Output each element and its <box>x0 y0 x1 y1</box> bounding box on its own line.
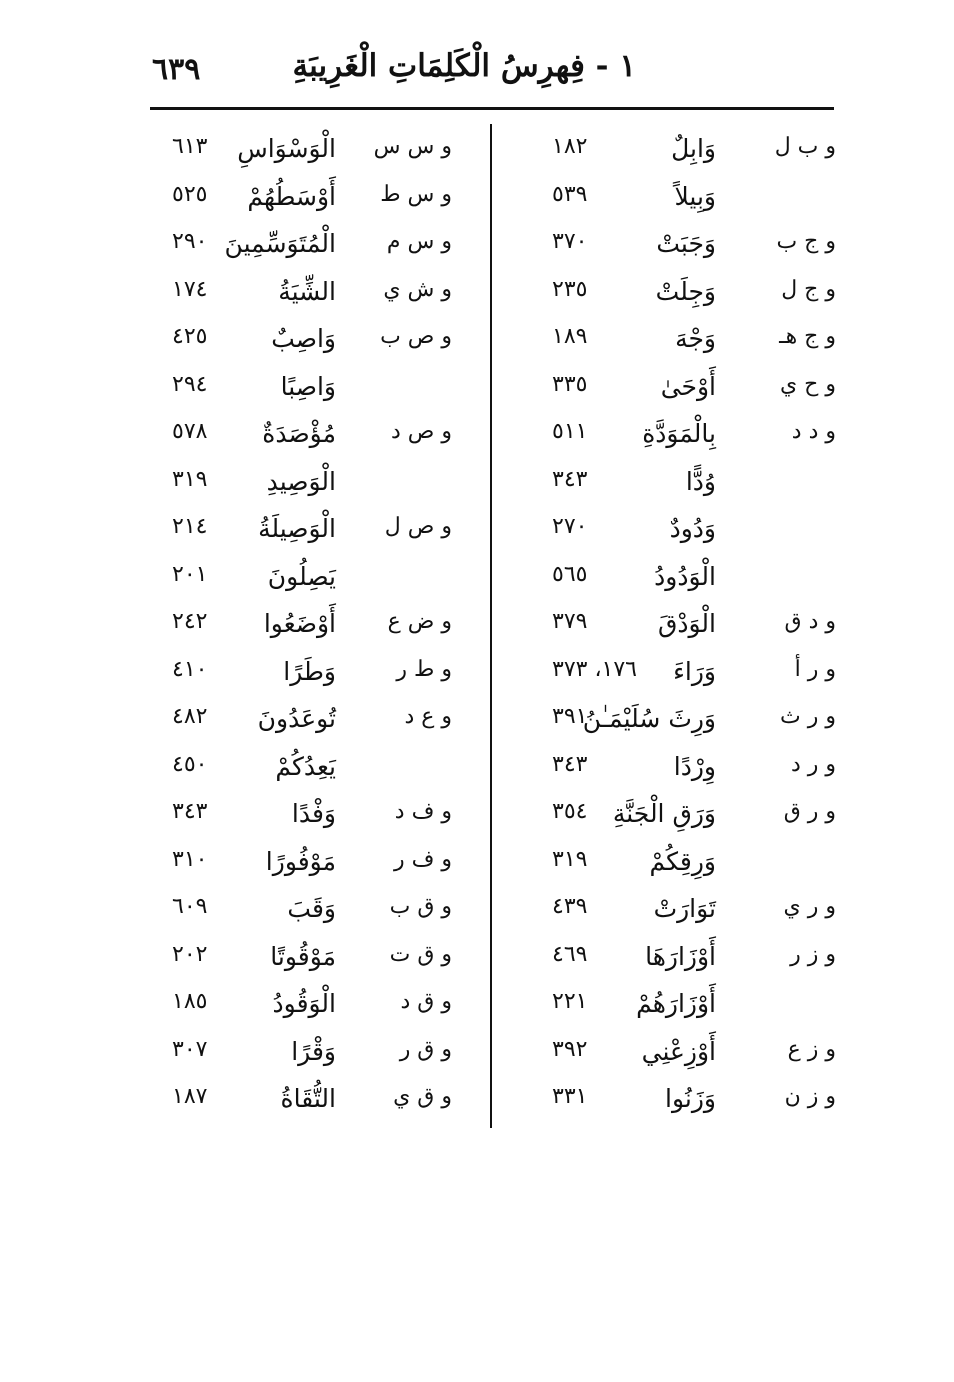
index-entry <box>150 556 484 604</box>
entry-root: و س م <box>386 229 452 254</box>
entry-page-number: ٢٣٥ <box>552 276 588 302</box>
index-entry <box>150 1031 484 1079</box>
entry-page-number: ٢٤٢ <box>172 609 208 634</box>
index-entry <box>150 271 484 319</box>
entry-word: وَرَقِ الْجَنَّةِ <box>612 799 716 828</box>
column-divider <box>490 124 492 1128</box>
entry-word: وِرْدًا <box>673 751 716 781</box>
index-entry <box>500 1031 840 1079</box>
entry-root: و ش ي <box>383 276 452 302</box>
index-entry <box>150 223 484 271</box>
entry-root: و ق ت <box>389 941 452 967</box>
entry-word: الْوَسْوَاسِ <box>237 134 336 163</box>
entry-root: و ز ن <box>784 1084 836 1109</box>
entry-word: أَوْزَارَهُمْ <box>636 989 716 1018</box>
entry-root: و ق ب <box>389 894 452 919</box>
entry-word: تُوعَدُونَ <box>257 704 336 733</box>
entry-word: وَرَاءَ <box>673 656 716 686</box>
entry-word: وَابِلٌ <box>671 134 716 163</box>
entry-root: و ز ع <box>787 1036 836 1062</box>
entry-page-number: ٤٦٩ <box>552 941 588 967</box>
entry-page-number: ٢٠١ <box>172 561 208 587</box>
entry-word: وُدًّا <box>685 466 716 496</box>
entry-page-number: ٣٠٧ <box>172 1036 208 1062</box>
entry-page-number: ١٨٢ <box>552 134 588 159</box>
index-entry <box>500 271 840 319</box>
entry-word: وَجَبَتْ <box>656 229 716 258</box>
index-entry <box>500 651 840 699</box>
entry-word: وَرِثَ سُلَيْمَـٰنُ <box>582 704 716 733</box>
entry-root: و ر د <box>790 751 836 777</box>
index-entry <box>500 318 840 366</box>
entry-page-number: ٢٩٤ <box>172 371 208 397</box>
entry-page-number: ١٨٥ <box>172 989 208 1014</box>
index-entry <box>150 841 484 889</box>
index-entry <box>500 461 840 509</box>
entry-root: و ف د <box>394 799 452 824</box>
entry-page-number: ٤٣٩ <box>552 894 588 919</box>
entry-page-number: ٣٥٤ <box>552 799 588 824</box>
entry-root: و ح ي <box>779 371 836 397</box>
index-entry <box>500 223 840 271</box>
entry-word: الْوَقُودُ <box>272 989 336 1018</box>
index-entry <box>500 128 840 176</box>
index-entry <box>500 1078 840 1126</box>
index-entry <box>500 366 840 414</box>
index-entry <box>150 128 484 176</box>
entry-page-number: ٣٩١ <box>552 704 588 729</box>
entry-page-number: ٥٦٥ <box>552 561 588 587</box>
index-entry <box>150 983 484 1031</box>
page-number: ٦٣٩ <box>152 52 201 87</box>
entry-word: يَعِدُكُمْ <box>275 751 336 781</box>
entry-root: و ق ر <box>399 1036 452 1062</box>
entry-page-number: ٣٩٢ <box>552 1036 588 1062</box>
entry-page-number: ٥٣٩ <box>552 181 588 207</box>
entry-root: و ب ل <box>774 134 836 159</box>
index-entry <box>500 508 840 556</box>
entry-word: مَوْفُورًا <box>265 846 336 876</box>
entry-word: الْمُتَوَسِّمِينَ <box>224 229 336 258</box>
entry-page-number: ٥٧٨ <box>172 419 208 444</box>
entry-root: و ص د <box>390 419 452 444</box>
entry-word: وَقَبَ <box>287 894 336 923</box>
entry-page-number: ٢٠٢ <box>172 941 208 967</box>
entry-word: الْوَصِيلَةُ <box>258 514 336 543</box>
entry-root: و ز ر <box>790 941 836 967</box>
entry-root: و س س <box>373 134 452 159</box>
entry-root: و ع د <box>404 704 452 729</box>
entry-page-number: ٢٢١ <box>552 989 588 1014</box>
entry-root: و ر ق <box>783 799 836 824</box>
entry-page-number: ١٧٤ <box>172 276 208 302</box>
entry-root: و ق ي <box>393 1084 452 1109</box>
entry-page-number: ٣٧٩ <box>552 609 588 634</box>
entry-word: الْوَصِيدِ <box>266 466 336 496</box>
entry-root: و ر أ <box>794 656 836 682</box>
entry-page-number: ٣٧٠ <box>552 229 588 254</box>
entry-word: أَوْضَعُوا <box>263 609 336 638</box>
index-entry <box>150 318 484 366</box>
entry-page-number: ٦١٣ <box>172 134 208 159</box>
index-entry <box>150 413 484 461</box>
index-entry <box>500 888 840 936</box>
index-entry <box>500 793 840 841</box>
entry-root: و ج ل <box>781 276 836 302</box>
index-entry <box>500 746 840 794</box>
entry-root: و ض ع <box>387 609 452 634</box>
entry-page-number: ٣٤٣ <box>552 466 588 492</box>
entry-page-number: ٦٠٩ <box>172 894 208 919</box>
entry-root: و ق د <box>400 989 452 1014</box>
entry-page-number: ١٨٧ <box>172 1084 208 1109</box>
entry-page-number: ٥١١ <box>552 419 588 444</box>
entry-root: و ص ل <box>384 514 452 539</box>
entry-root: و ر ث <box>780 704 836 729</box>
index-entry <box>500 176 840 224</box>
entry-word: وَاصِبًا <box>280 371 336 401</box>
entry-page-number: ١٧٦، ٣٧٣ <box>552 656 637 682</box>
entry-word: الشِّيَةُ <box>278 276 336 306</box>
entry-page-number: ٣١٩ <box>172 466 208 492</box>
entry-word: وَاصِبٌ <box>271 324 336 353</box>
left-column <box>150 128 484 1126</box>
entry-word: وَقْرًا <box>291 1036 336 1066</box>
entry-page-number: ٣٣٥ <box>552 371 588 397</box>
index-entry <box>500 936 840 984</box>
entry-word: يَصِلُونَ <box>267 561 336 591</box>
entry-root: و ج هـ <box>779 324 836 349</box>
entry-root: و د ق <box>784 609 836 634</box>
entry-root: و ص ب <box>380 324 452 349</box>
index-entry <box>150 461 484 509</box>
index-entry <box>500 413 840 461</box>
entry-word: الْوَدُودُ <box>654 561 716 591</box>
entry-root: و د د <box>791 419 836 444</box>
entry-page-number: ٣٣١ <box>552 1084 588 1109</box>
entry-page-number: ٤٢٥ <box>172 324 208 349</box>
entry-page-number: ٤٥٠ <box>172 751 208 777</box>
entry-root: و ف ر <box>393 846 452 872</box>
entry-page-number: ٢٩٠ <box>172 229 208 254</box>
index-entry <box>500 698 840 746</box>
entry-word: تَوَارَتْ <box>653 894 716 923</box>
entry-word: أَوْسَطُهُمْ <box>247 181 336 211</box>
entry-word: وَفْدًا <box>291 799 336 828</box>
page-title: ١ - فِهرِسُ الْكَلِمَاتِ الْغَرِيبَةِ <box>292 48 636 84</box>
entry-page-number: ٤٨٢ <box>172 704 208 729</box>
entry-word: أَوْحَىٰ <box>660 371 716 401</box>
entry-word: أَوْزَارَهَا <box>645 941 716 971</box>
entry-page-number: ٢٧٠ <box>552 514 588 539</box>
entry-root: و س ط <box>380 181 452 207</box>
entry-word: وَرِقِكُمْ <box>649 846 716 876</box>
index-entry <box>150 508 484 556</box>
entry-word: وَزَنُوا <box>665 1084 716 1113</box>
index-entry <box>150 176 484 224</box>
entry-page-number: ٣١٠ <box>172 846 208 872</box>
index-entry <box>150 366 484 414</box>
entry-word: مَوْقُوتًا <box>270 941 336 971</box>
entry-word: أَوْزِعْنِي <box>641 1036 716 1066</box>
index-entry <box>150 651 484 699</box>
entry-page-number: ٤١٠ <box>172 656 208 682</box>
entry-word: وَجْهَ <box>675 324 716 353</box>
entry-root: و ج ب <box>776 229 836 254</box>
entry-page-number: ٣٤٣ <box>172 799 208 824</box>
index-entry <box>150 936 484 984</box>
index-entry <box>500 603 840 651</box>
index-entry <box>500 983 840 1031</box>
entry-word: وَدُودٌ <box>669 514 716 543</box>
right-column <box>500 128 840 1126</box>
entry-word: مُؤْصَدَةٌ <box>262 419 336 448</box>
entry-page-number: ٣٤٣ <box>552 751 588 777</box>
entry-root: و ط ر <box>396 656 452 682</box>
entry-page-number: ٣١٩ <box>552 846 588 872</box>
entry-page-number: ١٨٩ <box>552 324 588 349</box>
entry-word: وَجِلَتْ <box>655 276 716 306</box>
index-entry <box>150 1078 484 1126</box>
index-entry <box>150 888 484 936</box>
entry-word: وَطَرًا <box>283 656 336 686</box>
index-entry <box>150 793 484 841</box>
entry-word: الْوَدْقَ <box>657 609 716 638</box>
index-entry <box>500 841 840 889</box>
header-rule <box>150 107 834 110</box>
index-entry <box>150 746 484 794</box>
entry-root: و ر ي <box>783 894 836 919</box>
entry-word: بِالْمَوَدَّةِ <box>642 419 716 448</box>
index-entry <box>150 698 484 746</box>
entry-word: التُّقَاةُ <box>280 1084 336 1113</box>
index-entry <box>500 556 840 604</box>
entry-page-number: ٥٢٥ <box>172 181 208 207</box>
entry-word: وَبِيلاً <box>674 181 716 211</box>
entry-page-number: ٢١٤ <box>172 514 208 539</box>
index-entry <box>150 603 484 651</box>
